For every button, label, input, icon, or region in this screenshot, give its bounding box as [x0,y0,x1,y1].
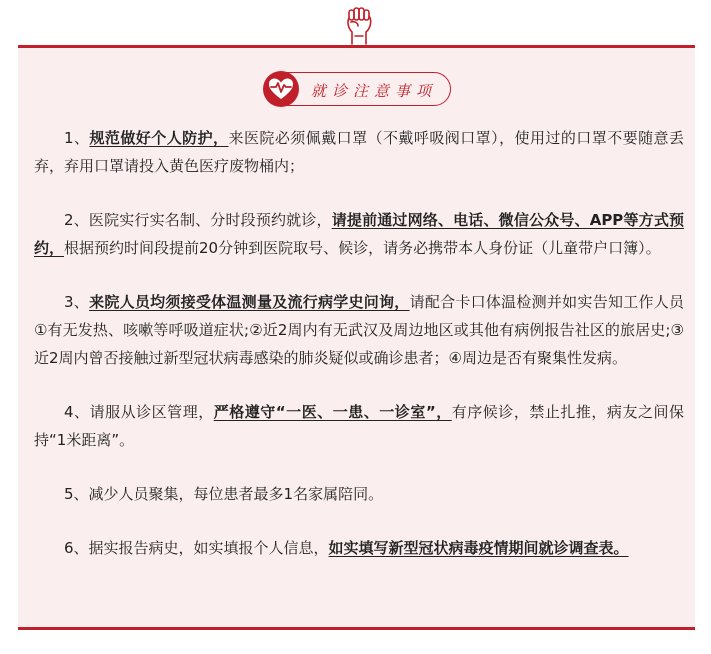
heart-pulse-icon-graphic [263,71,299,107]
notice-item-4 [34,398,684,454]
notice-item-2-emphasis: 请提前通过网络、电话、微信公众号、APP等方式预约， [34,211,685,257]
notice-content [34,124,684,588]
notice-item-6-emphasis: 如实填写新型冠状病毒疫情期间就诊调查表。 [328,539,629,557]
notice-item-5 [34,480,684,508]
notice-item-3-emphasis: 来院人员均须接受体温测量及流行病学史问询， [89,293,410,311]
notice-item-5-prefix: 5、减少人员聚集，每位患者最多1名家属陪同。 [64,485,384,503]
page-title: 就诊注意事项 [311,82,438,100]
notice-item-2-prefix: 2、医院实行实名制、分时段预约就诊， [64,211,332,229]
notice-item-1-emphasis: 规范做好个人防护， [89,129,229,147]
heart-pulse-icon [263,71,299,107]
raised-fist-icon-graphic [343,6,375,46]
title-banner [264,72,451,106]
bottom-divider [18,627,695,630]
notice-item-6-prefix: 6、据实报告病史，如实填报个人信息， [64,539,329,557]
notice-item-2 [34,206,684,262]
notice-item-3 [34,288,684,372]
notice-item-3-prefix: 3、 [64,293,90,311]
notice-item-4-text: 有序候诊，禁止扎推，病友之间保持“1米距离”。 [34,403,685,449]
raised-fist-icon [343,6,375,46]
notice-item-4-prefix: 4、请服从诊区管理， [64,403,214,421]
notice-item-6 [34,534,684,562]
notice-item-1-text: 来医院必须佩戴口罩（不戴呼吸阀口罩），使用过的口罩不要随意丢弃，弃用口罩请投入黄色医疗废物桶内； [34,129,684,175]
notice-item-2-text: 根据预约时间段提前20分钟到医院取号、候诊，请务必携带本人身份证（儿童带户口簿）。 [64,239,661,257]
notice-item-1 [34,124,684,180]
notice-item-3-text: 请配合卡口体温检测并如实告知工作人员①有无发热、咳嗽等呼吸道症状;②近2周内有无武汉及周边地区或其他有病例报告社区的旅居史;③近2周内曾否接触过新型冠状病毒感染的肺炎疑似或确诊患者；④周边是否有聚集性发病。 [34,293,684,367]
notice-item-4-emphasis: 严格遵守“一医、一患、一诊室”， [213,403,452,421]
notice-item-1-prefix: 1、 [64,129,90,147]
